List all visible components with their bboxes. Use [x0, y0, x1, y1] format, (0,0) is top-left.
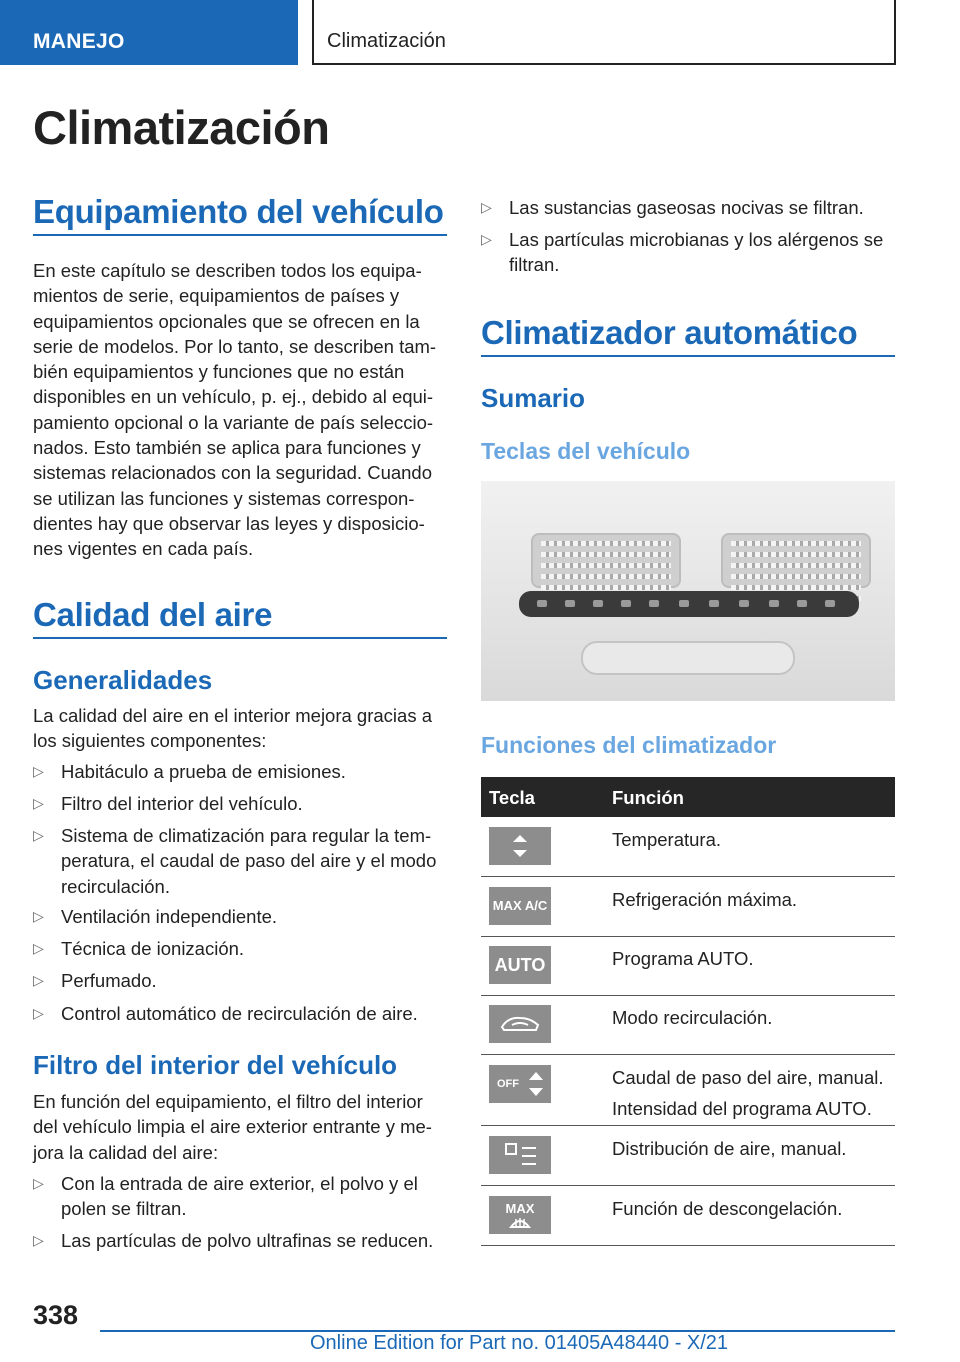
equip-paragraph: En este capítulo se describen todos los equipa- mientos de serie, equipamientos de países y equipamientos opcionales que se ofrecen en la serie de modelos. Por lo tanto, se describen tam- bién equipamientos y funciones que no están disponibles en un vehículo, p. ej., debido al equi- pamiento opcional o la variante de país seleccio- nados. Esto también se aplica para funciones y sistemas relacionados con la seguridad. Cuando se utilizan las funciones y sistemas correspon- dientes hay que observar las leyes y disposicio- nes vigentes en cada país. — [33, 260, 437, 560]
climate-panel-photo — [481, 481, 895, 701]
fan-off-key: OFF — [489, 1065, 551, 1103]
filtro-paragraph: En función del equipamiento, el filtro del interior del vehículo limpia el aire exterior entrante y me- jora la calidad del aire: — [33, 1091, 432, 1163]
subheading-generalidades: Generalidades — [33, 665, 213, 695]
max-ac-key: MAX A/C — [489, 887, 551, 925]
table-row — [481, 1055, 895, 1126]
list-item: ▷ Perfumado. — [33, 968, 447, 993]
table-row — [481, 817, 895, 877]
heading-equipamiento: Equipamiento del vehículo — [33, 193, 444, 230]
table-header — [481, 777, 895, 817]
heading-rule — [33, 234, 447, 236]
page-number: 338 — [33, 1300, 79, 1330]
edition-info: Online Edition for Part no. 01405A48440 - X/21 — [310, 1332, 729, 1354]
list-item: ▷ Técnica de ionización. — [33, 936, 447, 961]
heading-climatizador: Climatizador automático — [481, 314, 858, 351]
subheading-filtro: Filtro del interior del vehículo — [33, 1050, 398, 1080]
auto-key: AUTO — [489, 946, 551, 984]
col-header-funcion: Función — [612, 787, 684, 808]
function-text: Refrigeración máxima. — [612, 889, 798, 910]
list-item: ▷ Con la entrada de aire exterior, el polvo y el polen se filtran. — [33, 1171, 447, 1222]
section-label: MANEJO — [33, 30, 125, 53]
list-item: ▷ Sistema de climatización para regular la tem- peratura, el caudal de paso del aire y el modo recirculación. — [33, 823, 447, 899]
function-text: Caudal de paso del aire, manual. Intensidad del programa AUTO. — [612, 1067, 884, 1120]
climate-button-strip — [519, 591, 859, 617]
list-item: ▷ Las partículas microbianas y los alérgenos se filtran. — [481, 227, 895, 278]
heading-calidad: Calidad del aire — [33, 596, 273, 633]
list-item: ▷ Ventilación independiente. — [33, 904, 447, 929]
col-header-tecla: Tecla — [489, 787, 535, 808]
table-row — [481, 937, 895, 996]
heading-rule — [33, 637, 447, 639]
air-vent-right — [721, 533, 871, 588]
subheading-funciones: Funciones del climatizador — [481, 732, 777, 758]
recirculation-icon — [489, 1005, 551, 1043]
section-tab — [0, 0, 298, 65]
function-text: Función de descongelación. — [612, 1198, 843, 1219]
function-text: Programa AUTO. — [612, 948, 754, 969]
list-item: ▷ Control automático de recirculación de aire. — [33, 1001, 447, 1026]
subheading-sumario: Sumario — [481, 383, 586, 413]
calidad-intro: La calidad del aire en el interior mejora gracias a los siguientes componentes: — [33, 705, 432, 752]
subheading-teclas: Teclas del vehículo — [481, 438, 691, 464]
air-distribution-icon — [489, 1136, 551, 1174]
list-item: ▷ Filtro del interior del vehículo. — [33, 791, 447, 816]
list-item: ▷ Habitáculo a prueba de emisiones. — [33, 759, 447, 784]
function-text: Temperatura. — [612, 829, 721, 850]
heading-rule — [481, 355, 895, 357]
list-item: ▷ Las sustancias gaseosas nocivas se filtran. — [481, 195, 895, 220]
table-row — [481, 1126, 895, 1186]
table-row — [481, 877, 895, 937]
temperature-key-icon — [489, 827, 551, 865]
page-title: Climatización — [33, 101, 330, 154]
list-item: ▷ Las partículas de polvo ultrafinas se reducen. — [33, 1228, 447, 1253]
table-row — [481, 1186, 895, 1246]
chapter-header — [312, 0, 896, 65]
chapter-label: Climatización — [327, 30, 446, 52]
defrost-key: MAX — [489, 1196, 551, 1234]
air-vent-left — [531, 533, 681, 588]
table-row — [481, 996, 895, 1055]
function-text: Distribución de aire, manual. — [612, 1138, 847, 1159]
radio-panel — [581, 641, 795, 675]
function-text: Modo recirculación. — [612, 1007, 773, 1028]
